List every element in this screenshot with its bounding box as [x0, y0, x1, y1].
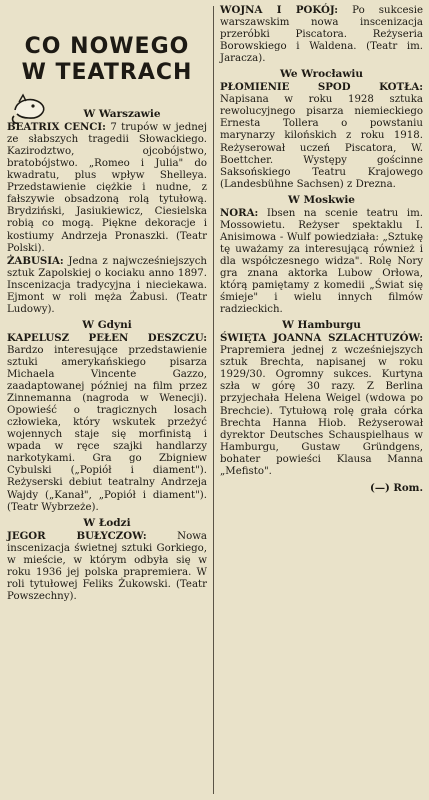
play-title-plomienie: PŁOMIENIE SPOD KOTŁA: [220, 81, 423, 94]
city-heading-warszawa: W Warszawie [83, 108, 161, 121]
article-text: 7 trupów w jednej ze słabszych tragedii Słowackiego. Kazirodztwo, ojcobójstwo, bratobójstwo. „Romeo i Julia" do kwadratu, plus wpływ Shelleya. Przedstawienie ciężkie i nudne, z fałszywie obsadzoną rolą tytułową. Brydziński, Jasiukiewicz, Ciesielska robią co mogą. Piękne dekoracje i kostiumy Andrzeja Pronaszki. (Teatr Polski). [7, 122, 207, 254]
author-signature: (—) Rom. [370, 481, 423, 494]
article-plomienie [220, 81, 423, 190]
article-text: Jedna z najwcześniejszych sztuk Zapolskiej o kociaku anno 1897. Inscenizacja tradycyjna i nieciekawa. Ejmont w roli męża Żabusi. (Teatr Ludowy). [7, 255, 207, 315]
play-title-beatrix-cenci: BEATRIX CENCI: [7, 121, 106, 134]
article-nora [220, 207, 423, 316]
play-title-kapelusz: KAPELUSZ PEŁEN DESZCZU: [7, 331, 207, 344]
title-line-2: W TEATRACH [21, 60, 193, 85]
article-swieta-joanna [220, 332, 423, 478]
play-title-zabusia: ŻABUSIA: [7, 254, 64, 267]
article-text: Po sukcesie warszawskim nowa inscenizacja przeróbki Piscatora. Reżyseria Borowskiego i Waldena. (Teatr im. Jaracza). [220, 5, 423, 65]
column-divider [213, 6, 214, 794]
article-text: Napisana w roku 1928 sztuka rewolucyjnego pisarza niemieckiego Ernesta Tollera o powstaniu marynarzy kilońskich z roku 1918. Reżyserował uczeń Piscatora, W. Boettcher. Występy gościnne Saksońskiego Teatru Krajowego (Landesbühne Sachsen) z Drezna. [220, 94, 423, 190]
article-beatrix-cenci [7, 121, 207, 255]
article-text: Prapremiera jednej z wcześniejszych sztuk Brechta, napisanej w roku 1929/30. Ogromny sukces. Kurtyna szła w górę 30 razy. Z Berlina przyjechała Helena Weigel (wdowa po Brechcie). Tytułową rolę grała córka Brechta Hanna Hiob. Reżyserował dyrektor Deutsches Schauspielhaus w Hamburgu, Gustaw Gründgens, bohater powieści Klausa Manna „Mefisto". [220, 345, 423, 477]
article-text: Bardzo interesujące przedstawienie sztuki amerykańskiego pisarza Michaela Vincente Gazzo, zaadaptowanej później na film przez Zinnemanna (nagroda w Wenecji). Opowieść o tragicznych losach człowieka, który wskutek przeżyć wojennych staje się morfinistą i wpada w ręce szajki handlarzy narkotykami. Gra go Zbigniew Cybulski („Popiół i diament"). Reżyserski debiut teatralny Andrzeja Wajdy („Kanał", „Popiół i diament"). (Teatr Wybrzeże). [7, 344, 207, 513]
play-title-swieta-joanna: ŚWIĘTA JOANNA SZLACHTUZÓW: [220, 332, 423, 345]
city-heading-gdynia: W Gdyni [82, 318, 132, 331]
city-heading-hamburg: W Hamburgu [282, 319, 361, 332]
article-jegor-bulyczow [7, 530, 207, 603]
article-kapelusz [7, 332, 207, 514]
play-title-nora: NORA: [220, 206, 259, 219]
play-title-wojna: WOJNA I POKÓJ: [220, 4, 339, 16]
city-heading-wroclaw: We Wrocławiu [279, 68, 364, 81]
play-title-jegor: JEGOR BUŁYCZOW: [7, 529, 147, 542]
article-zabusia [7, 255, 207, 316]
right-column [220, 4, 423, 494]
article-text: Ibsen na scenie teatru im. Mossowietu. Reżyser spektaklu I. Anisimowa - Wulf powiedziała: „Sztukę tę uważamy za interesującą również i dla współczesnego widza". Rolę Nory gra znana aktorka Lubow Orłowa, którą pamiętamy z komedii „Świat się śmieje" i wielu innych filmów radzieckich. [220, 207, 423, 316]
article-text: Nowa inscenizacja świetnej sztuki Gorkiego, w mieście, w którym odbyła się w roku 1936 jej polska prapremiera. W roli tytułowej Feliks Żukowski. (Teatr Powszechny). [7, 530, 207, 602]
title-line-1: CO NOWEGO [24, 34, 190, 59]
city-heading-moskwa: W Moskwie [288, 193, 355, 206]
city-heading-lodz: W Łodzi [83, 516, 131, 529]
left-column [7, 4, 207, 603]
article-wojna-i-pokoj [220, 4, 423, 65]
page-title [7, 34, 207, 86]
